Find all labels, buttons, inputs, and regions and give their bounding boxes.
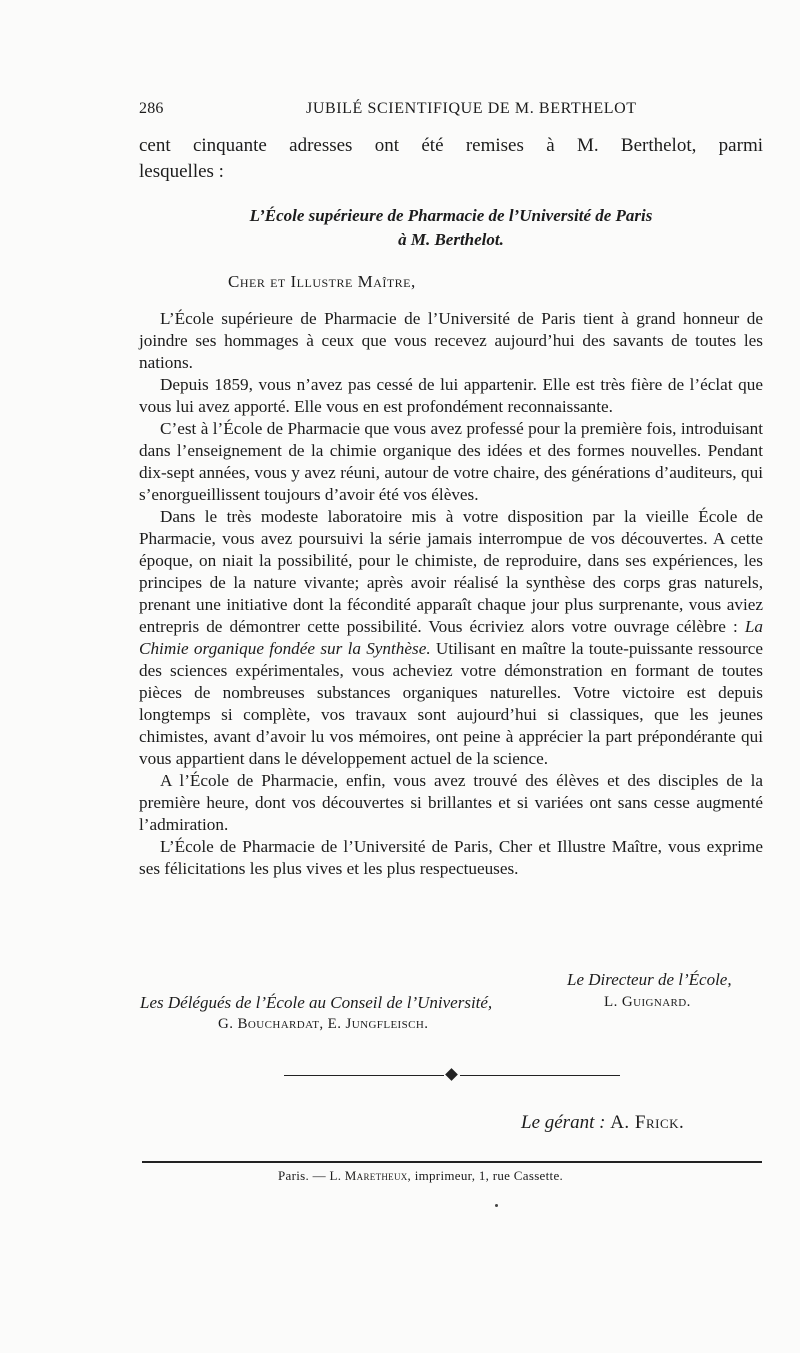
page-number: 286 bbox=[139, 100, 164, 117]
paragraph bbox=[139, 506, 763, 770]
divider-rule-right bbox=[460, 1075, 620, 1076]
paragraph-text: Dans le très modeste laboratoire mis à votre disposition par la vieille École de Pharmacie, vous avez poursuivi la série jamais interrompue de vos découvertes. A cette époque, on niait la possibilité, pour le chimiste, de reproduire, dans ses expériences, les principes de la nature vivante; après avoir réalisé la synthèse des corps gras naturels, prenant une initiative dont la fécondité apparaît chaque jour plus surprenante, vous aviez entrepris de démontrer cette possibilité. Vous écriviez alors votre ouvrage célèbre : bbox=[139, 507, 763, 636]
intro-line-1: cent cinquante adresses ont été remises à M. Berthelot, parmi bbox=[139, 135, 763, 156]
ink-speck bbox=[495, 1204, 498, 1207]
paragraph: C’est à l’École de Pharmacie que vous avez professé pour la première fois, introduisant dans l’enseignement de la chimie organique des idées et des formes nouvelles. Pendant dix-sept années, vous y avez réuni, autour de votre chaire, des générations d’auditeurs, qui s’enorgueillissent toujours d’avoir été vos élèves. bbox=[139, 419, 763, 504]
printer-address: imprimeur, 1, rue Cassette. bbox=[414, 1168, 564, 1183]
gerant-label: Le gérant : bbox=[521, 1112, 606, 1133]
footer-rule bbox=[142, 1161, 762, 1163]
director-title: Le Directeur de l’École, bbox=[567, 970, 732, 989]
gerant-line bbox=[521, 1112, 684, 1134]
paragraph: L’École de Pharmacie de l’Université de Paris, Cher et Illustre Maître, vous exprime ses félicitations les plus vives et les plus respectueuses. bbox=[139, 837, 763, 878]
book-title: La Chimie organique fondée sur la Synthèse. bbox=[139, 617, 763, 658]
paragraph: Depuis 1859, vous n’avez pas cessé de lui appartenir. Elle est très fière de l’éclat que vous lui avez apporté. Elle vous en est profondément reconnaissante. bbox=[139, 375, 763, 416]
director-name: L. Guignard. bbox=[604, 994, 691, 1010]
section-divider bbox=[284, 1068, 620, 1082]
salutation: Cher et Illustre Maître, bbox=[228, 272, 416, 291]
intro-line-2: lesquelles : bbox=[139, 161, 224, 182]
diamond-ornament-icon bbox=[445, 1068, 458, 1081]
printer-imprint bbox=[278, 1168, 563, 1184]
letter-body bbox=[139, 308, 763, 880]
gerant-name: A. Frick. bbox=[610, 1112, 685, 1133]
printer-name: L. Maretheux, bbox=[329, 1168, 412, 1183]
intro-text bbox=[139, 133, 763, 185]
delegates-names: G. Bouchardat, E. Jungfleisch. bbox=[218, 1016, 429, 1032]
paragraph: A l’École de Pharmacie, enfin, vous avez trouvé des élèves et des disciples de la première heure, dont vos découvertes si brillantes et si variées ont sans cesse augmenté l’admiration. bbox=[139, 771, 763, 834]
printer-city: Paris. — bbox=[278, 1168, 326, 1183]
address-heading-line-2: à M. Berthelot. bbox=[398, 230, 504, 249]
address-heading-line-1: L’École supérieure de Pharmacie de l’Université de Paris bbox=[249, 206, 653, 225]
running-title: JUBILÉ SCIENTIFIQUE DE M. BERTHELOT bbox=[306, 100, 637, 117]
paragraph: L’École supérieure de Pharmacie de l’Université de Paris tient à grand honneur de joindre ses hommages à ceux que vous recevez aujourd’hui des savants de toutes les nations. bbox=[139, 309, 763, 372]
paragraph-continuation: Utilisant en maître la toute-puissante ressource des sciences expérimentales, vous acheviez votre démonstration en formant de toutes pièces de nombreuses substances organiques naturelles. Votre victoire est depuis longtemps si complète, vos travaux sont aujourd’hui si classiques, que les jeunes chimistes, avant d’avoir lu vos mémoires, ont peine à apprécier la part prépondérante qui vous appartient dans le développement actuel de la science. bbox=[139, 639, 763, 768]
delegates-title: Les Délégués de l’École au Conseil de l’Université, bbox=[140, 993, 493, 1012]
divider-rule-left bbox=[284, 1075, 444, 1076]
address-heading bbox=[139, 204, 763, 252]
